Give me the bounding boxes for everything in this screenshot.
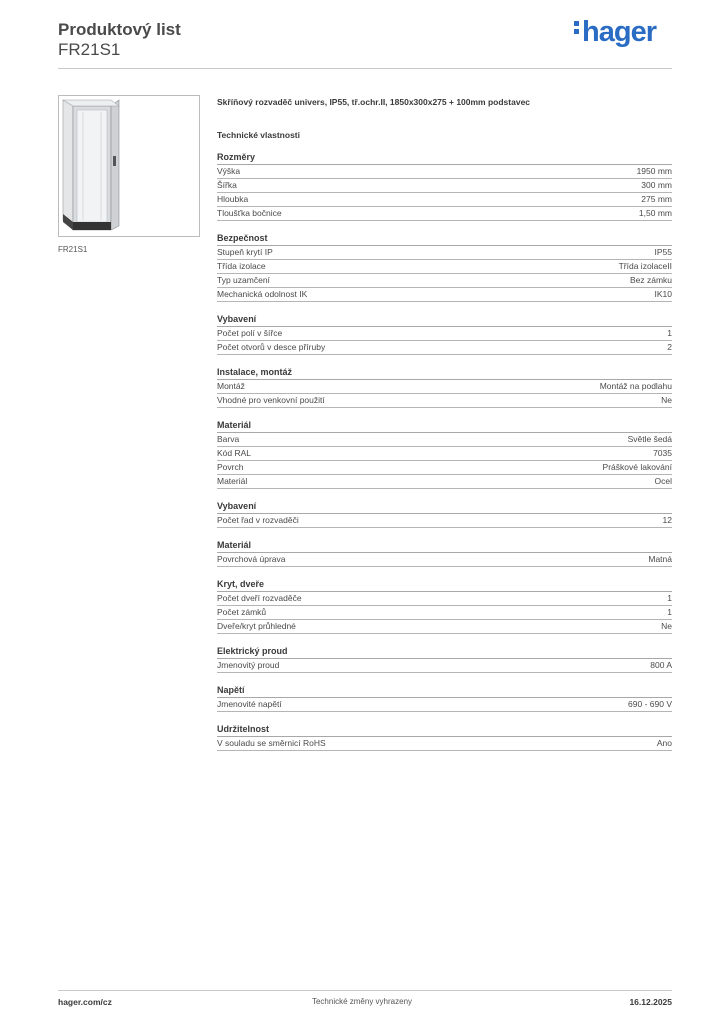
spec-label: Počet dveří rozvaděče bbox=[217, 593, 302, 603]
spec-row bbox=[217, 394, 672, 408]
spec-row bbox=[217, 207, 672, 221]
spec-label: Výška bbox=[217, 166, 241, 176]
spec-value: Ne bbox=[661, 395, 672, 405]
spec-row bbox=[217, 193, 672, 207]
spec-label: Třída izolace bbox=[217, 261, 266, 271]
spec-row bbox=[217, 165, 672, 179]
footer-note: Technické změny vyhrazeny bbox=[311, 997, 413, 1006]
spec-row bbox=[217, 606, 672, 620]
spec-label: Barva bbox=[217, 434, 240, 444]
spec-value: Ne bbox=[661, 621, 672, 631]
spec-label: Jmenovitý proud bbox=[217, 660, 280, 670]
spec-value: IK10 bbox=[654, 289, 672, 299]
cabinet-illustration-icon bbox=[59, 96, 199, 236]
spec-label: Mechanická odolnost IK bbox=[217, 289, 308, 299]
logo-dots-icon bbox=[574, 18, 579, 37]
spec-value: Bez zámku bbox=[629, 275, 672, 285]
spec-section bbox=[217, 684, 672, 712]
spec-section bbox=[217, 539, 672, 567]
spec-row bbox=[217, 341, 672, 355]
header-divider bbox=[58, 68, 672, 69]
spec-value: 800 A bbox=[650, 660, 672, 670]
image-caption: FR21S1 bbox=[58, 245, 88, 254]
product-image bbox=[58, 95, 200, 237]
spec-value: IP55 bbox=[654, 247, 672, 257]
spec-section bbox=[217, 313, 672, 355]
footer-divider bbox=[58, 990, 672, 991]
spec-row bbox=[217, 260, 672, 274]
spec-row bbox=[217, 179, 672, 193]
spec-value: 7035 bbox=[653, 448, 672, 458]
spec-content bbox=[217, 96, 672, 762]
spec-row bbox=[217, 737, 672, 751]
spec-row bbox=[217, 380, 672, 394]
spec-value: Práškové lakování bbox=[602, 462, 672, 472]
section-title: Instalace, montáž bbox=[217, 366, 672, 380]
footer-date: 16.12.2025 bbox=[629, 997, 672, 1007]
spec-value: Ano bbox=[656, 738, 672, 748]
section-title: Materiál bbox=[217, 539, 672, 553]
spec-label: V souladu se směrnicí RoHS bbox=[217, 738, 326, 748]
spec-section bbox=[217, 578, 672, 634]
section-title: Vybavení bbox=[217, 500, 672, 514]
spec-label: Dveře/kryt průhledné bbox=[217, 621, 296, 631]
page-title: Produktový list bbox=[58, 20, 181, 39]
spec-section bbox=[217, 366, 672, 408]
product-description: Skříňový rozvaděč univers, IP55, tř.ochr.II, 1850x300x275 + 100mm podstavec bbox=[217, 97, 531, 107]
spec-label: Typ uzamčení bbox=[217, 275, 270, 285]
spec-value: 12 bbox=[662, 515, 672, 525]
spec-row bbox=[217, 274, 672, 288]
section-title: Materiál bbox=[217, 419, 672, 433]
spec-value: Třída izolaceII bbox=[618, 261, 672, 271]
spec-value: Světle šedá bbox=[627, 434, 672, 444]
section-title: Napětí bbox=[217, 684, 672, 698]
spec-label: Stupeň krytí IP bbox=[217, 247, 273, 257]
spec-label: Povrchová úprava bbox=[217, 554, 286, 564]
spec-value: 1,50 mm bbox=[638, 208, 672, 218]
spec-row bbox=[217, 447, 672, 461]
spec-row bbox=[217, 246, 672, 260]
spec-label: Vhodné pro venkovní použití bbox=[217, 395, 325, 405]
spec-section bbox=[217, 232, 672, 302]
spec-row bbox=[217, 433, 672, 447]
spec-label: Hloubka bbox=[217, 194, 249, 204]
spec-section bbox=[217, 723, 672, 751]
spec-row bbox=[217, 327, 672, 341]
spec-label: Počet polí v šířce bbox=[217, 328, 283, 338]
section-title: Rozměry bbox=[217, 151, 672, 165]
spec-value: 690 - 690 V bbox=[628, 699, 672, 709]
hager-logo[interactable] bbox=[574, 16, 656, 48]
spec-value: 1950 mm bbox=[636, 166, 672, 176]
spec-label: Počet zámků bbox=[217, 607, 267, 617]
spec-row bbox=[217, 461, 672, 475]
spec-section bbox=[217, 151, 672, 221]
spec-value: Montáž na podlahu bbox=[599, 381, 672, 391]
spec-label: Tloušťka bočnice bbox=[217, 208, 282, 218]
section-title: Bezpečnost bbox=[217, 232, 672, 246]
product-code: FR21S1 bbox=[58, 40, 121, 59]
spec-label: Počet otvorů v desce příruby bbox=[217, 342, 326, 352]
spec-row bbox=[217, 553, 672, 567]
spec-sections bbox=[217, 151, 672, 751]
spec-label: Jmenovité napětí bbox=[217, 699, 282, 709]
footer-website-link[interactable]: hager.com/cz bbox=[58, 997, 112, 1007]
spec-value: Ocel bbox=[654, 476, 672, 486]
tech-heading: Technické vlastnosti bbox=[217, 130, 300, 140]
spec-section bbox=[217, 645, 672, 673]
section-title: Elektrický proud bbox=[217, 645, 672, 659]
spec-value: 1 bbox=[667, 328, 672, 338]
spec-row bbox=[217, 475, 672, 489]
spec-label: Materiál bbox=[217, 476, 248, 486]
spec-section bbox=[217, 500, 672, 528]
spec-value: 2 bbox=[667, 342, 672, 352]
logo-text: hager bbox=[582, 16, 656, 48]
spec-row bbox=[217, 659, 672, 673]
spec-value: 1 bbox=[667, 607, 672, 617]
spec-label: Šířka bbox=[217, 180, 237, 190]
spec-row bbox=[217, 620, 672, 634]
spec-value: 300 mm bbox=[641, 180, 672, 190]
spec-row bbox=[217, 514, 672, 528]
spec-label: Montáž bbox=[217, 381, 245, 391]
spec-row bbox=[217, 698, 672, 712]
section-title: Udržitelnost bbox=[217, 723, 672, 737]
spec-value: 275 mm bbox=[641, 194, 672, 204]
spec-row bbox=[217, 592, 672, 606]
spec-row bbox=[217, 288, 672, 302]
spec-section bbox=[217, 419, 672, 489]
spec-value: Matná bbox=[648, 554, 672, 564]
spec-label: Počet řad v rozvaděči bbox=[217, 515, 299, 525]
section-title: Kryt, dveře bbox=[217, 578, 672, 592]
spec-value: 1 bbox=[667, 593, 672, 603]
spec-label: Kód RAL bbox=[217, 448, 252, 458]
spec-label: Povrch bbox=[217, 462, 244, 472]
header bbox=[58, 20, 181, 60]
section-title: Vybavení bbox=[217, 313, 672, 327]
